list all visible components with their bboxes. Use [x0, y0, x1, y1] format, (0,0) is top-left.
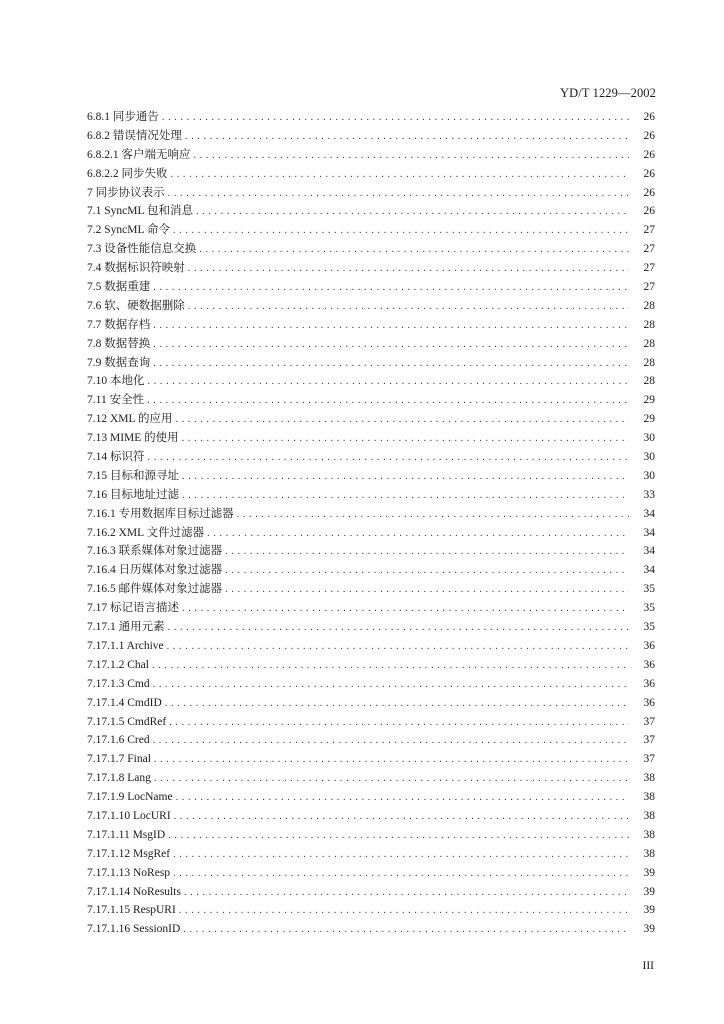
toc-entry-title: 7.17.1.14 NoResults	[87, 885, 181, 898]
toc-entry-page: 38	[643, 828, 655, 841]
toc-entry	[87, 184, 655, 203]
toc-entry	[87, 146, 655, 165]
toc-leader-dots	[171, 166, 630, 185]
toc-leader-dots	[183, 921, 629, 940]
toc-entry-page: 38	[643, 791, 655, 804]
toc-entry	[87, 524, 655, 543]
toc-entry-title: 7.3 设备性能信息交换	[87, 243, 197, 256]
toc-entry-page: 36	[643, 677, 655, 690]
toc-leader-dots	[182, 430, 629, 449]
toc-entry-title: 6.8.2 错误情况处理	[87, 129, 182, 142]
toc-entry	[87, 542, 655, 561]
toc-entry	[87, 618, 655, 637]
toc-entry-title: 7.17.1.8 Lang	[87, 772, 151, 785]
toc-entry-page: 29	[643, 413, 655, 426]
toc-entry-page: 39	[643, 923, 655, 936]
toc-leader-dots	[173, 865, 629, 884]
toc-leader-dots	[153, 317, 629, 336]
toc-leader-dots	[165, 695, 629, 714]
toc-entry-page: 28	[643, 356, 655, 369]
toc-leader-dots	[153, 732, 629, 751]
toc-entry	[87, 637, 655, 656]
toc-leader-dots	[148, 373, 630, 392]
toc-entry-title: 7.7 数据存档	[87, 318, 151, 331]
toc-entry	[87, 694, 655, 713]
toc-entry-title: 7.8 数据替换	[87, 337, 151, 350]
toc-entry	[87, 354, 655, 373]
toc-leader-dots	[173, 846, 629, 865]
toc-leader-dots	[153, 336, 629, 355]
toc-entry-title: 7.16.5 邮件媒体对象过滤器	[87, 583, 223, 596]
toc-leader-dots	[168, 619, 629, 638]
toc-entry-title: 7.17 标记语言描述	[87, 602, 179, 615]
toc-entry-page: 27	[643, 224, 655, 237]
toc-entry	[87, 429, 655, 448]
toc-entry	[87, 391, 655, 410]
toc-entry-title: 7.14 标识符	[87, 451, 145, 464]
toc-entry-title: 7.17.1.10 LocURI	[87, 809, 171, 822]
toc-entry	[87, 278, 655, 297]
toc-entry	[87, 580, 655, 599]
toc-entry-title: 7.17.1.9 LocName	[87, 791, 173, 804]
toc-entry-title: 7.10 本地化	[87, 375, 145, 388]
toc-leader-dots	[196, 203, 629, 222]
toc-entry	[87, 165, 655, 184]
toc-leader-dots	[168, 827, 629, 846]
toc-entry-page: 37	[643, 734, 655, 747]
toc-entry	[87, 769, 655, 788]
toc-leader-dots	[182, 600, 629, 619]
toc-entry-page: 34	[643, 507, 655, 520]
toc-entry-title: 7.17.1.12 MsgRef	[87, 847, 171, 860]
toc-entry-title: 7.1 SyncML 包和消息	[87, 205, 193, 218]
toc-entry	[87, 202, 655, 221]
toc-entry-title: 7.12 XML 的应用	[87, 413, 173, 426]
toc-entry	[87, 826, 655, 845]
toc-leader-dots	[169, 714, 629, 733]
toc-entry-page: 26	[643, 148, 655, 161]
toc-entry-title: 7.17.1.5 CmdRef	[87, 715, 167, 728]
toc-entry	[87, 297, 655, 316]
toc-leader-dots	[199, 241, 629, 260]
toc-entry	[87, 127, 655, 146]
toc-leader-dots	[148, 449, 630, 468]
toc-leader-dots	[182, 487, 629, 506]
toc-entry-page: 36	[643, 696, 655, 709]
toc-entry-title: 7.15 目标和源寻址	[87, 469, 179, 482]
toc-entry-page: 39	[643, 904, 655, 917]
toc-entry-page: 26	[643, 205, 655, 218]
toc-entry-page: 37	[643, 715, 655, 728]
toc-entry	[87, 505, 655, 524]
toc-entry-title: 7.2 SyncML 命令	[87, 224, 170, 237]
document-code: YD/T 1229—2002	[560, 86, 656, 100]
toc-leader-dots	[152, 657, 629, 676]
toc-entry-title: 7.11 安全性	[87, 394, 145, 407]
toc-entry-page: 27	[643, 243, 655, 256]
toc-leader-dots	[194, 147, 630, 166]
toc-entry-title: 7.17.1.6 Cred	[87, 734, 150, 747]
toc-entry	[87, 656, 655, 675]
toc-entry-title: 7.13 MIME 的使用	[87, 432, 179, 445]
toc-entry	[87, 807, 655, 826]
toc-entry-title: 7.17.1 通用元素	[87, 621, 165, 634]
toc-entry	[87, 221, 655, 240]
toc-entry-title: 7.17.1.2 Chal	[87, 658, 149, 671]
toc-entry	[87, 920, 655, 939]
toc-leader-dots	[153, 355, 629, 374]
toc-entry	[87, 599, 655, 618]
toc-entry-page: 34	[643, 545, 655, 558]
toc-entry-title: 7.17.1.13 NoResp	[87, 866, 171, 879]
toc-leader-dots	[225, 562, 629, 581]
toc-leader-dots	[176, 789, 629, 808]
toc-leader-dots	[237, 506, 629, 525]
toc-entry-page: 33	[643, 488, 655, 501]
toc-leader-dots	[167, 638, 629, 657]
toc-leader-dots	[153, 676, 629, 695]
toc-entry-page: 35	[643, 602, 655, 615]
toc-entry-title: 6.8.2.1 客户端无响应	[87, 148, 191, 161]
toc-entry-page: 26	[643, 167, 655, 180]
toc-leader-dots	[176, 411, 629, 430]
toc-entry-title: 7.17.1.4 CmdID	[87, 696, 162, 709]
toc-leader-dots	[168, 185, 629, 204]
toc-leader-dots	[184, 884, 629, 903]
toc-entry-title: 7.6 软、硬数据删除	[87, 299, 185, 312]
toc-entry-page: 38	[643, 847, 655, 860]
toc-entry-title: 7.17.1.3 Cmd	[87, 677, 150, 690]
toc-entry-page: 27	[643, 262, 655, 275]
toc-entry	[87, 448, 655, 467]
toc-entry-title: 7.16.4 日历媒体对象过滤器	[87, 564, 223, 577]
toc-entry-title: 7.17.1.16 SessionID	[87, 923, 181, 936]
toc-entry-title: 7.16.1 专用数据库目标过滤器	[87, 507, 234, 520]
toc-leader-dots	[225, 581, 629, 600]
toc-leader-dots	[154, 751, 629, 770]
toc-entry-title: 7.16.2 XML 文件过滤器	[87, 526, 205, 539]
toc-entry-page: 39	[643, 866, 655, 879]
toc-entry	[87, 675, 655, 694]
toc-entry-page: 28	[643, 318, 655, 331]
toc-entry	[87, 883, 655, 902]
toc-entry-title: 6.8.2.2 同步失败	[87, 167, 168, 180]
toc-leader-dots	[154, 770, 629, 789]
toc-entry-page: 28	[643, 299, 655, 312]
toc-entry-title: 7.16 目标地址过滤	[87, 488, 179, 501]
toc-leader-dots	[153, 279, 629, 298]
toc-entry	[87, 713, 655, 732]
toc-entry-page: 36	[643, 639, 655, 652]
toc-leader-dots	[207, 525, 629, 544]
toc-leader-dots	[182, 468, 629, 487]
toc-entry	[87, 410, 655, 429]
toc-entry-page: 26	[643, 186, 655, 199]
toc-leader-dots	[179, 902, 629, 921]
toc-leader-dots	[147, 392, 629, 411]
page-number: III	[642, 960, 654, 972]
toc-entry-title: 7.5 数据重建	[87, 281, 151, 294]
toc-entry-title: 7.16.3 联系媒体对象过滤器	[87, 545, 223, 558]
toc-entry-page: 39	[643, 885, 655, 898]
toc-entry-title: 7.17.1.11 MsgID	[87, 828, 166, 841]
toc-entry-page: 30	[643, 469, 655, 482]
toc-entry-page: 29	[643, 394, 655, 407]
toc-leader-dots	[225, 543, 629, 562]
toc-entry-page: 34	[643, 564, 655, 577]
toc-entry-page: 28	[643, 337, 655, 350]
toc-entry	[87, 750, 655, 769]
toc-entry-page: 36	[643, 658, 655, 671]
toc-entry	[87, 901, 655, 920]
toc-entry-page: 30	[643, 432, 655, 445]
toc-entry-page: 34	[643, 526, 655, 539]
toc-entry	[87, 845, 655, 864]
toc-entry-title: 7.17.1.1 Archive	[87, 639, 164, 652]
toc-entry	[87, 108, 655, 127]
toc-entry	[87, 240, 655, 259]
toc-entry-page: 38	[643, 809, 655, 822]
toc-entry	[87, 561, 655, 580]
toc-leader-dots	[162, 109, 629, 128]
toc-entry-title: 7 同步协议表示	[87, 186, 165, 199]
toc-entry	[87, 316, 655, 335]
toc-entry	[87, 864, 655, 883]
toc-entry	[87, 259, 655, 278]
table-of-contents	[87, 108, 655, 939]
toc-leader-dots	[188, 298, 629, 317]
toc-entry	[87, 486, 655, 505]
toc-entry-page: 30	[643, 451, 655, 464]
toc-entry-page: 26	[643, 111, 655, 123]
toc-entry	[87, 788, 655, 807]
toc-entry-page: 37	[643, 753, 655, 766]
toc-entry-title: 7.9 数据查询	[87, 356, 151, 369]
toc-entry-page: 35	[643, 621, 655, 634]
toc-entry-page: 26	[643, 129, 655, 142]
toc-entry-title: 6.8.1 同步通告	[87, 111, 159, 123]
toc-leader-dots	[173, 222, 629, 241]
toc-entry-title: 7.17.1.15 RespURI	[87, 904, 176, 917]
toc-entry-page: 28	[643, 375, 655, 388]
toc-entry-title: 7.4 数据标识符映射	[87, 262, 185, 275]
toc-entry	[87, 335, 655, 354]
toc-leader-dots	[185, 128, 629, 147]
toc-leader-dots	[188, 260, 629, 279]
toc-entry-page: 35	[643, 583, 655, 596]
toc-entry	[87, 731, 655, 750]
toc-leader-dots	[174, 808, 629, 827]
toc-entry	[87, 467, 655, 486]
toc-entry-page: 38	[643, 772, 655, 785]
toc-entry-title: 7.17.1.7 Final	[87, 753, 151, 766]
toc-entry-page: 27	[643, 281, 655, 294]
toc-entry	[87, 372, 655, 391]
